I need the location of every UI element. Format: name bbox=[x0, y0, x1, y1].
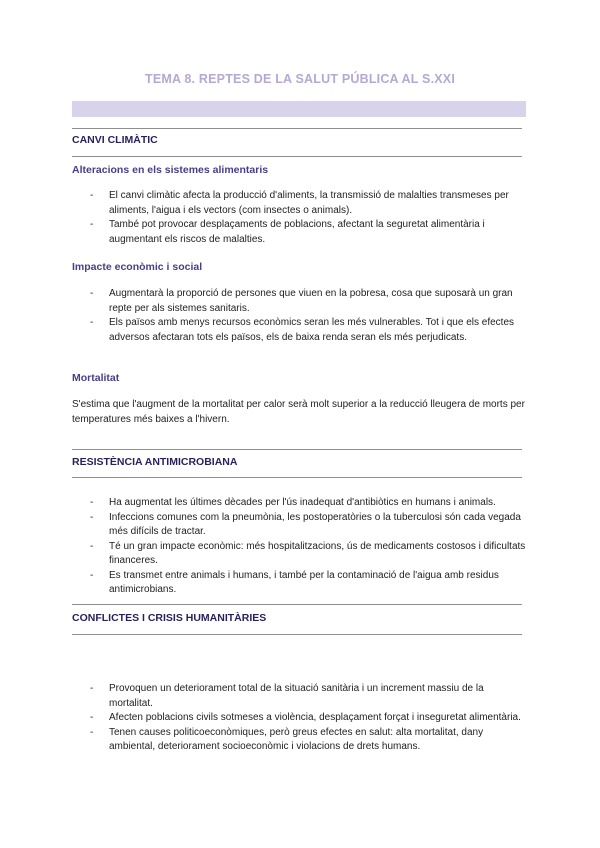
section-heading-canvi-climatic: CANVI CLIMÀTIC bbox=[72, 134, 158, 146]
list-item bbox=[72, 189, 528, 218]
bullet-dash: - bbox=[90, 726, 94, 738]
list-item-text: Té un gran impacte econòmic: més hospitalitzacions, ús de medicaments costosos i dificultats financeres. bbox=[109, 540, 526, 566]
bullet-list-alteracions bbox=[72, 189, 528, 247]
list-item bbox=[72, 316, 528, 345]
list-item bbox=[72, 569, 528, 598]
list-item bbox=[72, 511, 528, 540]
list-item bbox=[72, 726, 528, 755]
section-heading-resistencia: RESISTÈNCIA ANTIMICROBIANA bbox=[72, 456, 238, 468]
section-divider bbox=[72, 604, 522, 605]
section-heading-conflictes: CONFLICTES I CRISIS HUMANITÀRIES bbox=[72, 612, 267, 624]
bullet-dash: - bbox=[90, 540, 94, 552]
list-item-text: Augmentarà la proporció de persones que viuen en la pobresa, cosa que suposarà un gran repte per als sistemes sanitaris. bbox=[109, 288, 513, 314]
list-item-text: Provoquen un deteriorament total de la situació sanitària i un increment massiu de la mortalitat. bbox=[109, 683, 484, 709]
subheading-impacte: Impacte econòmic i social bbox=[72, 261, 203, 273]
list-item bbox=[72, 496, 528, 511]
list-item-text: Ha augmentat les últimes dècades per l'ús inadequat d'antibiòtics en humans i animals. bbox=[109, 497, 496, 508]
list-item-text: Infeccions comunes com la pneumònia, les postoperatòries o la tuberculosi són cada vegada més difícils de tractar. bbox=[109, 511, 521, 537]
bullet-dash: - bbox=[90, 569, 94, 581]
bullet-list-conflictes bbox=[72, 682, 528, 755]
list-item-text: Tenen causes politicoeconòmiques, però greus efectes en salut: alta mortalitat, dany ambiental, deteriorament socioeconòmic i violacions de drets humans. bbox=[109, 726, 484, 752]
list-item-text: Els països amb menys recursos econòmics seran les més vulnerables. Tot i que els efectes adversos afectaran tots els països, els de baixa renda seran els més perjudicats. bbox=[109, 317, 514, 343]
bullet-list-impacte bbox=[72, 287, 528, 345]
list-item bbox=[72, 540, 528, 569]
bullet-dash: - bbox=[90, 317, 94, 328]
section-divider bbox=[72, 128, 522, 129]
bullet-dash: - bbox=[90, 497, 94, 508]
list-item bbox=[72, 711, 528, 726]
list-item-text: Es transmet entre animals i humans, i també per la contaminació de l'aigua amb residus antimicrobians. bbox=[109, 569, 499, 595]
subheading-alteracions: Alteracions en els sistemes alimentaris bbox=[72, 164, 269, 176]
bullet-list-resistencia bbox=[72, 496, 528, 598]
list-item bbox=[72, 218, 528, 247]
section-divider bbox=[72, 634, 522, 635]
subheading-mortalitat: Mortalitat bbox=[72, 372, 120, 384]
bullet-dash: - bbox=[90, 219, 94, 230]
section-divider bbox=[72, 449, 522, 450]
page-title: TEMA 8. REPTES DE LA SALUT PÚBLICA AL S.XXI bbox=[144, 72, 456, 86]
section-divider bbox=[72, 156, 522, 157]
list-item bbox=[72, 287, 528, 316]
bullet-dash: - bbox=[90, 511, 94, 523]
list-item-text: També pot provocar desplaçaments de poblacions, afectant la seguretat alimentària i augmentant els riscos de malalties. bbox=[109, 219, 485, 245]
bullet-dash: - bbox=[90, 288, 94, 299]
bullet-dash: - bbox=[90, 712, 94, 723]
title-highlight-bar bbox=[72, 101, 526, 117]
list-item-text: Afecten poblacions civils sotmeses a violència, desplaçament forçat i inseguretat alimentària. bbox=[109, 712, 521, 723]
bullet-dash: - bbox=[90, 683, 94, 694]
paragraph-mortalitat: S'estima que l'augment de la mortalitat per calor serà molt superior a la reducció lleugera de morts per temperatures més baixes a l'hivern. bbox=[72, 399, 525, 425]
section-divider bbox=[72, 477, 522, 478]
list-item-text: El canvi climàtic afecta la producció d'aliments, la transmissió de malalties transmeses per aliments, l'aigua i els vectors (com insectes o animals). bbox=[109, 190, 509, 216]
list-item bbox=[72, 682, 528, 711]
bullet-dash: - bbox=[90, 190, 94, 201]
